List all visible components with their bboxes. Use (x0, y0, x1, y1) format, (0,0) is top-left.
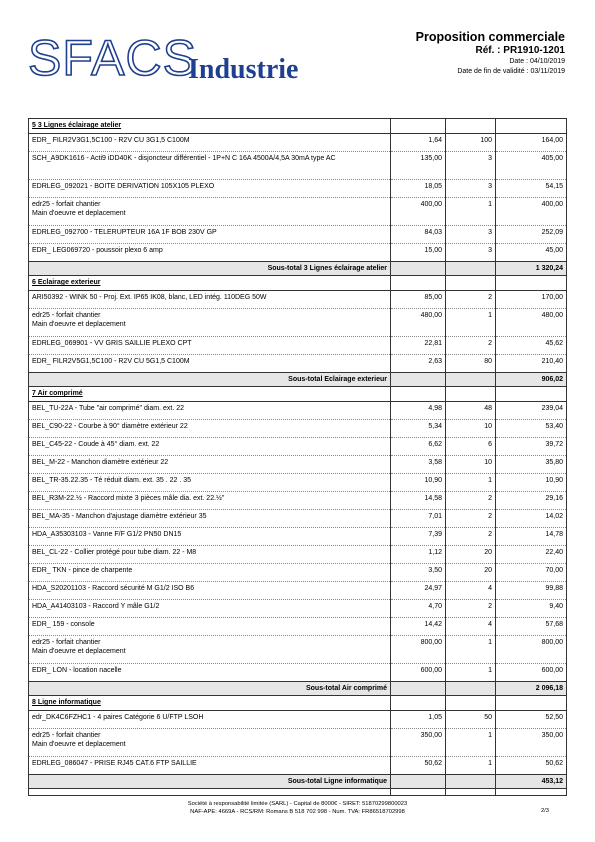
item-unit-price: 10,90 (391, 473, 446, 491)
item-unit-price: 50,62 (391, 756, 446, 774)
table-row (29, 663, 567, 681)
item-description: EDR_ LON - location nacelle (32, 666, 122, 674)
item-quantity: 50 (446, 710, 496, 728)
subtotal-row (29, 774, 567, 789)
empty-cell (391, 789, 446, 796)
item-description-cell (29, 728, 391, 756)
item-total: 29,16 (496, 491, 567, 509)
item-total: 800,00 (496, 635, 567, 663)
empty-cell (496, 276, 567, 291)
footer-line-2: NAF-APE: 4669A - RCS/RM: Romans B 518 702 998 - Num. TVA: FR86518702998 (190, 809, 405, 815)
section-title: 7 Air comprimé (32, 390, 83, 397)
item-total: 480,00 (496, 308, 567, 336)
item-description-cell (29, 401, 391, 419)
item-description-cell (29, 617, 391, 635)
section-header-row (29, 276, 567, 291)
empty-cell (446, 387, 496, 402)
empty-cell (496, 119, 567, 134)
item-description-cell (29, 133, 391, 151)
document-date: Date : 04/10/2019 (509, 58, 565, 65)
page-number: 2/3 (540, 808, 549, 814)
empty-cell (496, 696, 567, 711)
section-title-cell (29, 387, 391, 402)
item-description-cell (29, 599, 391, 617)
section-title-cell (29, 696, 391, 711)
logo-sfacs-wordmark: SFACS (28, 30, 197, 86)
item-quantity: 10 (446, 419, 496, 437)
empty-cell (29, 789, 391, 796)
item-unit-price: 4,70 (391, 599, 446, 617)
item-description-detail: Main d'oeuvre et deplacement (32, 321, 126, 328)
subtotal-label: Sous-total 3 Lignes éclairage atelier (29, 261, 391, 276)
logo-industrie-wordmark: Industrie (188, 54, 299, 85)
item-unit-price: 14,58 (391, 491, 446, 509)
item-description: EDR_ LEG069720 - poussoir plexo 6 amp (32, 246, 163, 254)
item-total: 350,00 (496, 728, 567, 756)
item-quantity: 20 (446, 545, 496, 563)
item-unit-price: 600,00 (391, 663, 446, 681)
item-total: 52,50 (496, 710, 567, 728)
item-description: BEL_TR-35.22.35 - Té réduit diam. ext. 35 . 22 . 35 (32, 476, 192, 484)
table-row (29, 599, 567, 617)
item-description-cell (29, 455, 391, 473)
footer-line-1: Société à responsabilité limitée (SARL) - Capital de 8000€ - SIRET: 51870299800023 (187, 801, 408, 807)
item-description-cell (29, 419, 391, 437)
item-quantity: 3 (446, 225, 496, 243)
subtotal-row (29, 681, 567, 696)
item-unit-price: 18,05 (391, 179, 446, 197)
item-total: 54,15 (496, 179, 567, 197)
item-total: 57,68 (496, 617, 567, 635)
empty-cell (446, 119, 496, 134)
item-unit-price: 1,64 (391, 133, 446, 151)
item-unit-price: 2,63 (391, 354, 446, 372)
item-quantity: 100 (446, 133, 496, 151)
item-description-cell (29, 151, 391, 179)
item-quantity: 1 (446, 756, 496, 774)
item-quantity: 6 (446, 437, 496, 455)
table-row (29, 179, 567, 197)
item-description: EDR_ FILR2V5G1,5C100 - R2V CU 5G1,5 C100M (32, 357, 190, 365)
item-description-cell (29, 527, 391, 545)
item-description: BEL_CL-22 - Collier protégé pour tube diam. 22 - M8 (32, 548, 197, 556)
item-total: 14,78 (496, 527, 567, 545)
table-row (29, 756, 567, 774)
item-description: ARI50392 - WINK 50 - Proj. Ext. IP65 IK08, blanc, LED intég. 110DEG 50W (32, 293, 267, 301)
item-total: 45,62 (496, 336, 567, 354)
item-unit-price: 1,12 (391, 545, 446, 563)
item-description-cell (29, 756, 391, 774)
item-total: 9,40 (496, 599, 567, 617)
table-row (29, 290, 567, 308)
item-quantity: 3 (446, 243, 496, 261)
item-quantity: 48 (446, 401, 496, 419)
subtotal-value: 453,12 (496, 774, 567, 789)
item-description-cell (29, 243, 391, 261)
item-description-cell (29, 663, 391, 681)
item-quantity: 4 (446, 581, 496, 599)
section-title: 6 Eclairage exterieur (32, 279, 101, 286)
item-total: 22,40 (496, 545, 567, 563)
item-description-cell (29, 545, 391, 563)
item-unit-price: 85,00 (391, 290, 446, 308)
item-unit-price: 6,62 (391, 437, 446, 455)
table-row (29, 635, 567, 663)
item-unit-price: 7,01 (391, 509, 446, 527)
item-unit-price: 1,05 (391, 710, 446, 728)
item-total: 210,40 (496, 354, 567, 372)
subtotal-row (29, 261, 567, 276)
table-row (29, 133, 567, 151)
item-description-cell (29, 197, 391, 225)
subtotal-value: 906,02 (496, 372, 567, 387)
subtotal-row (29, 372, 567, 387)
item-description-detail: Main d'oeuvre et deplacement (32, 648, 126, 655)
item-quantity: 4 (446, 617, 496, 635)
subtotal-value: 1 320,24 (496, 261, 567, 276)
empty-cell (496, 387, 567, 402)
empty-cell (496, 789, 567, 796)
empty-cell (391, 276, 446, 291)
item-total: 400,00 (496, 197, 567, 225)
empty-cell (391, 774, 446, 789)
item-total: 164,00 (496, 133, 567, 151)
table-row (29, 151, 567, 179)
legal-footer (0, 800, 595, 816)
item-quantity: 1 (446, 635, 496, 663)
section-title: 5 3 Lignes éclairage atelier (32, 122, 122, 129)
item-description: HDA_S20201103 - Raccord sécurité M G1/2 ISO B6 (32, 584, 195, 592)
document-validity-date: Date de fin de validité : 03/11/2019 (457, 68, 565, 75)
item-description-cell (29, 437, 391, 455)
empty-cell (446, 789, 496, 796)
subtotal-label: Sous-total Eclairage exterieur (29, 372, 391, 387)
item-description-cell (29, 225, 391, 243)
subtotal-value: 2 096,18 (496, 681, 567, 696)
item-description-cell (29, 509, 391, 527)
item-quantity: 2 (446, 290, 496, 308)
item-description: BEL_C90-22 - Courbe à 90° diamètre extérieur 22 (32, 422, 188, 430)
table-row (29, 437, 567, 455)
table-row (29, 710, 567, 728)
item-description: HDA_A41403103 - Raccord Y mâle G1/2 (32, 602, 160, 610)
item-quantity: 2 (446, 527, 496, 545)
item-total: 14,02 (496, 509, 567, 527)
item-unit-price: 350,00 (391, 728, 446, 756)
item-description-cell (29, 473, 391, 491)
item-total: 99,88 (496, 581, 567, 599)
table-row (29, 728, 567, 756)
table-row (29, 509, 567, 527)
table-row (29, 491, 567, 509)
item-total: 50,62 (496, 756, 567, 774)
section-header-row (29, 696, 567, 711)
table-row (29, 545, 567, 563)
item-total: 170,00 (496, 290, 567, 308)
item-total: 35,80 (496, 455, 567, 473)
item-description-cell (29, 710, 391, 728)
item-total: 45,00 (496, 243, 567, 261)
empty-cell (391, 696, 446, 711)
item-total: 10,90 (496, 473, 567, 491)
table-row (29, 581, 567, 599)
item-quantity: 2 (446, 336, 496, 354)
document-reference: Réf. : PR1910-1201 (475, 45, 565, 56)
section-title-cell (29, 276, 391, 291)
item-quantity: 3 (446, 151, 496, 179)
table-row (29, 243, 567, 261)
item-description: EDR_ FILR2V3G1,5C100 - R2V CU 3G1,5 C100M (32, 136, 190, 144)
item-unit-price: 3,58 (391, 455, 446, 473)
item-total: 405,00 (496, 151, 567, 179)
item-description: BEL_C45-22 - Coude à 45° diam. ext. 22 (32, 440, 160, 448)
item-description: edr_DK4C6FZHC1 - 4 paires Catégorie 6 U/FTP LSOH (32, 713, 204, 721)
document-header (345, 30, 565, 77)
item-unit-price: 14,42 (391, 617, 446, 635)
item-unit-price: 22,81 (391, 336, 446, 354)
table-row (29, 527, 567, 545)
item-description-cell (29, 354, 391, 372)
item-description: EDRLEG_069901 - VV GRIS SAILLIE PLEXO CPT (32, 339, 192, 347)
item-description: edr25 - forfait chantier (32, 638, 101, 646)
table-row (29, 419, 567, 437)
section-title-cell (29, 119, 391, 134)
item-quantity: 1 (446, 728, 496, 756)
item-description-detail: Main d'oeuvre et deplacement (32, 741, 126, 748)
item-quantity: 80 (446, 354, 496, 372)
item-unit-price: 84,03 (391, 225, 446, 243)
item-description: BEL_M-22 - Manchon diamètre extérieur 22 (32, 458, 169, 466)
item-total: 53,40 (496, 419, 567, 437)
table-row (29, 308, 567, 336)
item-unit-price: 480,00 (391, 308, 446, 336)
empty-cell (391, 119, 446, 134)
item-quantity: 1 (446, 663, 496, 681)
table-row (29, 336, 567, 354)
subtotal-label: Sous-total Ligne informatique (29, 774, 391, 789)
item-description-cell (29, 308, 391, 336)
quote-items-table (28, 118, 567, 796)
item-description-cell (29, 290, 391, 308)
item-total: 252,09 (496, 225, 567, 243)
item-description-cell (29, 491, 391, 509)
table-row (29, 401, 567, 419)
item-total: 39,72 (496, 437, 567, 455)
table-row (29, 473, 567, 491)
table-row (29, 354, 567, 372)
table-row (29, 225, 567, 243)
item-unit-price: 5,34 (391, 419, 446, 437)
item-unit-price: 3,50 (391, 563, 446, 581)
item-unit-price: 400,00 (391, 197, 446, 225)
item-description: edr25 - forfait chantier (32, 731, 101, 739)
item-quantity: 3 (446, 179, 496, 197)
item-description: EDR_ 159 - console (32, 620, 95, 628)
item-quantity: 1 (446, 197, 496, 225)
item-quantity: 2 (446, 509, 496, 527)
empty-cell (446, 681, 496, 696)
item-quantity: 2 (446, 491, 496, 509)
item-quantity: 2 (446, 599, 496, 617)
empty-cell (446, 372, 496, 387)
table-row (29, 455, 567, 473)
item-unit-price: 800,00 (391, 635, 446, 663)
empty-cell (446, 261, 496, 276)
item-unit-price: 7,39 (391, 527, 446, 545)
empty-cell (391, 681, 446, 696)
item-unit-price: 24,97 (391, 581, 446, 599)
section-header-row (29, 119, 567, 134)
table-row (29, 197, 567, 225)
item-total: 600,00 (496, 663, 567, 681)
table-row (29, 563, 567, 581)
item-quantity: 1 (446, 308, 496, 336)
empty-cell (391, 372, 446, 387)
item-description: EDRLEG_086047 - PRISE RJ45 CAT.6 FTP SAILLIE (32, 759, 197, 767)
item-total: 239,04 (496, 401, 567, 419)
item-description: edr25 - forfait chantier (32, 200, 101, 208)
item-description-cell (29, 581, 391, 599)
item-description-cell (29, 179, 391, 197)
item-description: BEL_R3M-22.½ - Raccord mixte 3 pièces mâle dia. ext. 22.½" (32, 494, 225, 502)
table-row (29, 617, 567, 635)
item-description-cell (29, 336, 391, 354)
item-quantity: 1 (446, 473, 496, 491)
company-logo (28, 30, 318, 90)
item-description: EDRLEG_092700 - TELERUPTEUR 16A 1F BOB 230V GP (32, 228, 217, 236)
item-quantity: 10 (446, 455, 496, 473)
subtotal-label: Sous-total Air comprimé (29, 681, 391, 696)
item-description: HDA_A35303103 - Vanne F/F G1/2 PN50 DN15 (32, 530, 182, 538)
section-header-row (29, 387, 567, 402)
item-unit-price: 15,00 (391, 243, 446, 261)
empty-cell (391, 261, 446, 276)
item-description: SCH_A9DK1616 - Acti9 iDD40K - disjoncteur différentiel - 1P+N C 16A 4500A/4,5A 30mA type AC (32, 154, 336, 162)
item-unit-price: 4,98 (391, 401, 446, 419)
item-description: EDR_ TKN - pince de charpente (32, 566, 133, 574)
item-description-cell (29, 563, 391, 581)
section-title: 8 Ligne informatique (32, 699, 101, 706)
item-total: 70,00 (496, 563, 567, 581)
table-end-row (29, 789, 567, 796)
document-title: Proposition commerciale (415, 30, 565, 44)
empty-cell (446, 774, 496, 789)
item-quantity: 20 (446, 563, 496, 581)
item-description-detail: Main d'oeuvre et deplacement (32, 210, 126, 217)
empty-cell (446, 276, 496, 291)
empty-cell (446, 696, 496, 711)
item-description: BEL_TU-22A - Tube "air comprimé" diam. ext. 22 (32, 404, 185, 412)
item-description: edr25 - forfait chantier (32, 311, 101, 319)
item-description-cell (29, 635, 391, 663)
item-unit-price: 135,00 (391, 151, 446, 179)
item-description: BEL_MA-35 - Manchon d'ajustage diamètre extérieur 35 (32, 512, 207, 520)
item-description: EDRLEG_092021 - BOITE DERIVATION 105X105 PLEXO (32, 182, 215, 190)
empty-cell (391, 387, 446, 402)
